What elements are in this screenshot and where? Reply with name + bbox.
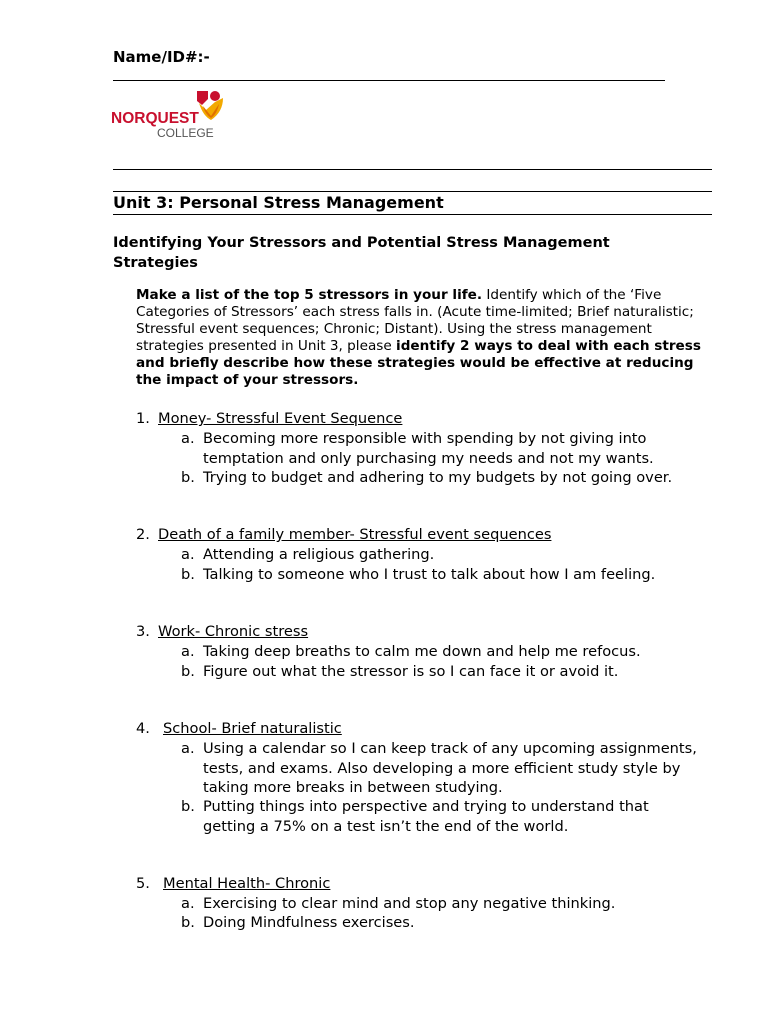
strategy-item: [181, 565, 701, 585]
strategy-item: [181, 739, 701, 798]
strategy-item: [181, 429, 701, 468]
stressor-item-2: [136, 525, 551, 544]
stressor-title: School- Brief naturalistic: [163, 720, 342, 737]
strategy-text: Talking to someone who I trust to talk about how I am feeling.: [203, 566, 656, 583]
strategy-item: [181, 545, 701, 565]
stressor-item-3: [136, 622, 308, 641]
stressor-title: Death of a family member- Stressful event sequences: [158, 526, 552, 543]
instructions-bold-lead: Make a list of the top 5 stressors in your life.: [136, 287, 483, 303]
strategy-text: Attending a religious gathering.: [203, 546, 435, 563]
stressor-number: 5.: [136, 875, 150, 892]
unit-title: Unit 3: Personal Stress Management: [113, 193, 444, 212]
strategy-text: Becoming more responsible with spending by not giving into temptation and only purchasing my needs and not my wants.: [203, 430, 654, 467]
stressor-number: 2.: [136, 526, 150, 543]
stressor-item-4: [136, 719, 342, 738]
stressor-item-5: [136, 874, 330, 893]
strategy-item: [181, 642, 701, 662]
strategy-letter: a.: [181, 546, 195, 563]
instructions-paragraph: [136, 287, 714, 389]
strategy-text: Trying to budget and adhering to my budgets by not going over.: [203, 469, 673, 486]
name-id-label: Name/ID#:-: [113, 48, 210, 66]
strategy-text: Exercising to clear mind and stop any negative thinking.: [203, 895, 616, 912]
stressor-number: 1.: [136, 410, 150, 427]
strategy-letter: b.: [181, 914, 195, 931]
stressor-item-1: [136, 409, 402, 428]
strategy-item: [181, 894, 701, 914]
strategy-text: Putting things into perspective and trying to understand that getting a 75% on a test isn’t the end of the world.: [203, 798, 649, 835]
divider-line: [113, 169, 712, 170]
strategy-text: Figure out what the stressor is so I can face it or avoid it.: [203, 663, 619, 680]
divider-line: [113, 214, 712, 215]
stressor-title: Money- Stressful Event Sequence: [158, 410, 403, 427]
name-id-underline: [113, 80, 665, 81]
norquest-emblem-icon: [111, 88, 231, 143]
strategy-text: Using a calendar so I can keep track of any upcoming assignments, tests, and exams. Also developing a more efficient study style by taking more breaks in between studying.: [203, 740, 697, 796]
strategy-letter: a.: [181, 643, 195, 660]
strategy-letter: a.: [181, 430, 195, 447]
stressor-number: 3.: [136, 623, 150, 640]
strategy-letter: b.: [181, 469, 195, 486]
strategy-letter: a.: [181, 895, 195, 912]
norquest-college-logo: [111, 88, 231, 143]
strategy-item: [181, 913, 701, 933]
instructions-bold-tail: identify 2 ways to deal with each stress and briefly describe how these strategies would be effective at reducing the impact of your stressors.: [136, 338, 701, 388]
stressor-title: Mental Health- Chronic: [163, 875, 331, 892]
svg-text:COLLEGE: COLLEGE: [157, 126, 214, 140]
svg-text:NORQUEST: NORQUEST: [111, 110, 199, 127]
strategy-item: [181, 468, 701, 488]
strategy-letter: b.: [181, 663, 195, 680]
section-subtitle: Identifying Your Stressors and Potential Stress Management Strategies: [113, 235, 610, 271]
strategy-letter: b.: [181, 566, 195, 583]
strategy-text: Doing Mindfulness exercises.: [203, 914, 415, 931]
strategy-letter: a.: [181, 740, 195, 757]
stressor-title: Work- Chronic stress: [158, 623, 309, 640]
divider-line: [113, 191, 712, 192]
stressor-number: 4.: [136, 720, 150, 737]
strategy-item: [181, 797, 701, 836]
strategy-letter: b.: [181, 798, 195, 815]
strategy-text: Taking deep breaths to calm me down and help me refocus.: [203, 643, 641, 660]
instructions-body: Identify which of the ‘Five Categories of Stressors’ each stress falls in. (Acute time-limited; Brief naturalistic; Stressful event sequences; Chronic; Distant). Using the stress management strategies presented in Unit 3, please: [136, 287, 694, 354]
strategy-item: [181, 662, 701, 682]
